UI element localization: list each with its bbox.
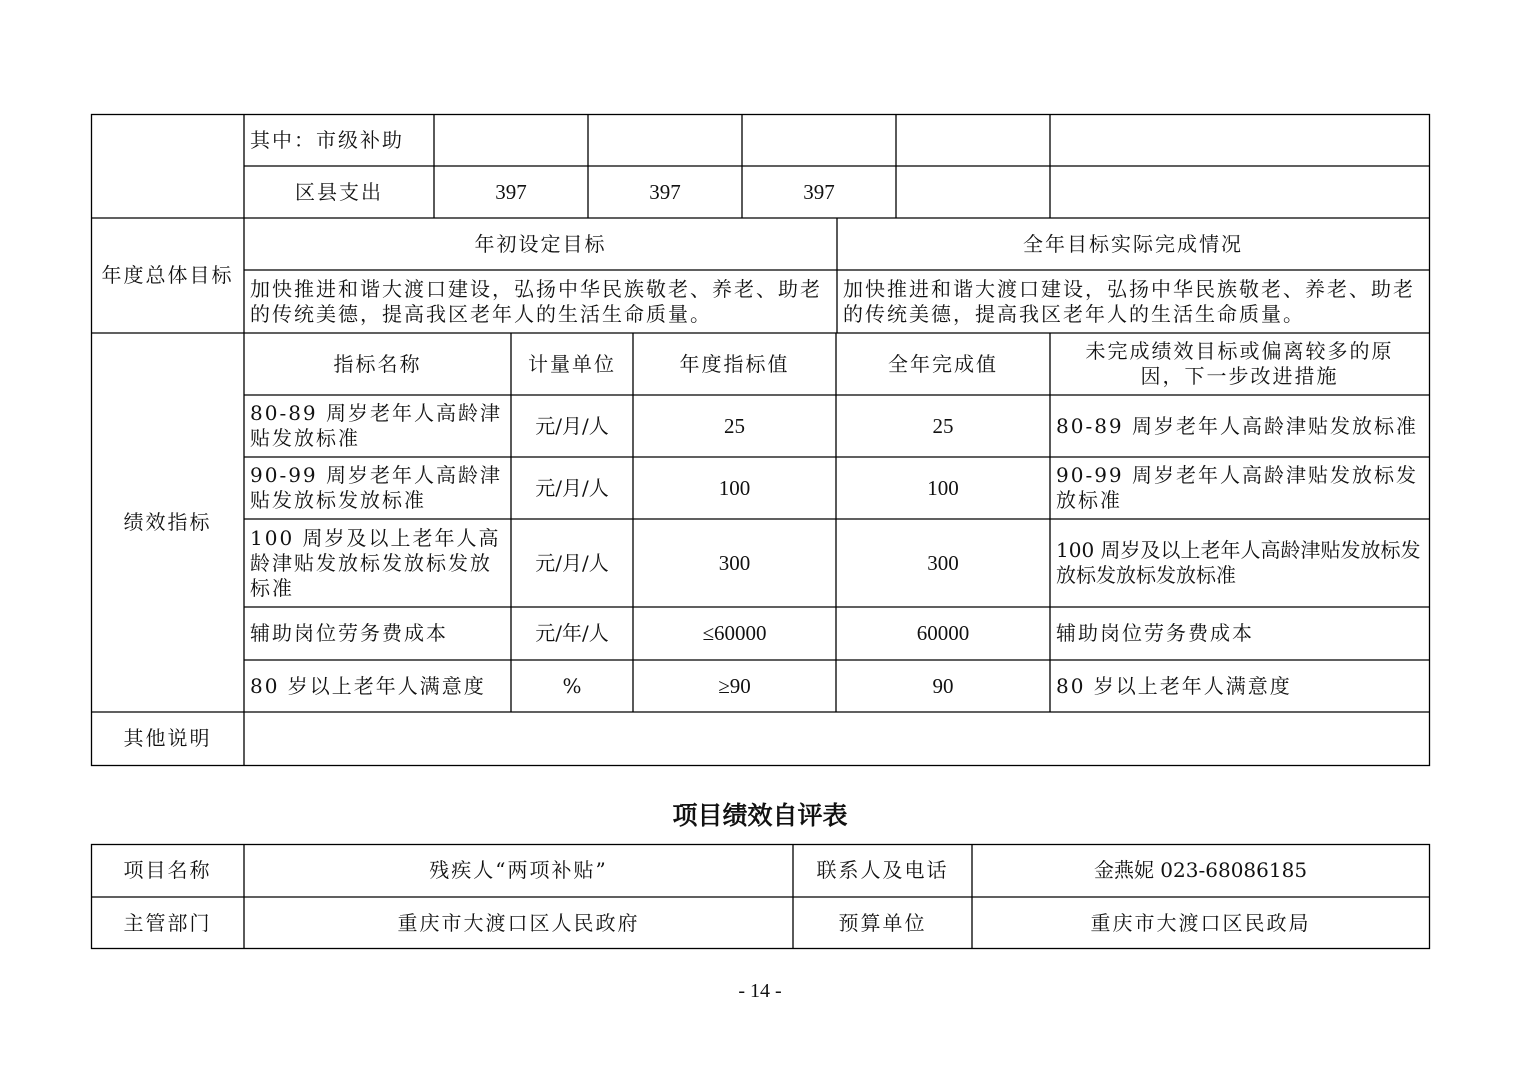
funding-label-city: 其中：市级补助 xyxy=(250,127,404,152)
actual-goal-text: 加快推进和谐大渡口建设，弘扬中华民族敬老、养老、助老的传统美德，提高我区老年人的生活生命质量。 xyxy=(843,276,1415,326)
indicator-note: 80 岁以上老年人满意度 xyxy=(1056,673,1292,698)
planned-goal-text: 加快推进和谐大渡口建设，弘扬中华民族敬老、养老、助老的传统美德，提高我区老年人的生活生命质量。 xyxy=(250,276,822,326)
indicator-name: 100 周岁及以上老年人高龄津贴发放标发放标发放标准 xyxy=(250,525,501,600)
page-number: - 14 - xyxy=(738,980,782,1002)
indicator-actual: 90 xyxy=(932,673,954,698)
indicator-unit: 元/月/人 xyxy=(535,475,609,500)
indicator-target: ≤60000 xyxy=(702,621,767,645)
contact-label: 联系人及电话 xyxy=(816,858,949,882)
performance-label: 绩效指标 xyxy=(123,510,212,534)
dept-value: 重庆市大渡口区人民政府 xyxy=(397,910,640,935)
project-name-value: 残疾人“两项补贴” xyxy=(429,858,608,882)
funding-city-v3 xyxy=(742,114,896,166)
indicator-note: 80-89 周岁老年人高龄津贴发放标准 xyxy=(1056,413,1419,438)
other-notes-value xyxy=(244,712,1429,765)
section-title: 项目绩效自评表 xyxy=(672,801,848,830)
indicator-target: ≥90 xyxy=(718,673,751,698)
indicator-target: 100 xyxy=(718,475,751,500)
funding-county-v2: 397 xyxy=(649,179,681,204)
indicator-actual: 100 xyxy=(927,475,959,500)
budget-unit-label: 预算单位 xyxy=(838,910,927,935)
funding-county-v3: 397 xyxy=(803,179,835,204)
header-target: 年度指标值 xyxy=(679,351,790,376)
header-indicator-name: 指标名称 xyxy=(333,351,422,376)
indicator-unit: % xyxy=(562,673,582,698)
funding-county-v1: 397 xyxy=(495,179,527,204)
funding-county-v4 xyxy=(896,166,1050,218)
indicator-unit: 元/月/人 xyxy=(535,413,609,438)
indicator-note: 辅助岗位劳务费成本 xyxy=(1056,621,1254,645)
funding-city-v2 xyxy=(588,114,742,166)
actual-goal-header: 全年目标实际完成情况 xyxy=(1023,231,1243,256)
indicator-note: 90-99 周岁老年人高龄津贴发放标发放标准 xyxy=(1056,463,1419,512)
funding-county-v5 xyxy=(1050,166,1429,218)
indicator-target: 25 xyxy=(724,413,745,438)
indicator-target: 300 xyxy=(718,550,751,575)
indicator-name: 80 岁以上老年人满意度 xyxy=(250,673,486,698)
indicator-actual: 300 xyxy=(927,550,959,575)
funding-city-v4 xyxy=(896,114,1050,166)
indicator-name: 90-99 周岁老年人高龄津贴发放标发放标准 xyxy=(250,463,503,512)
annual-goal-label: 年度总体目标 xyxy=(101,263,234,287)
other-notes-label: 其他说明 xyxy=(123,726,212,750)
funding-city-v1 xyxy=(434,114,588,166)
indicator-actual: 25 xyxy=(932,413,954,438)
planned-goal-header: 年初设定目标 xyxy=(474,231,607,256)
funding-label-county: 区县支出 xyxy=(295,179,383,204)
indicator-name: 辅助岗位劳务费成本 xyxy=(250,621,448,645)
header-unit: 计量单位 xyxy=(528,351,616,376)
indicator-note: 100 周岁及以上老年人高龄津贴发放标发放标发放标发放标准 xyxy=(1056,538,1421,587)
indicator-unit: 元/月/人 xyxy=(535,550,609,575)
indicator-name: 80-89 周岁老年人高龄津贴发放标准 xyxy=(250,401,503,450)
indicator-unit: 元/年/人 xyxy=(535,621,609,645)
header-actual: 全年完成值 xyxy=(888,351,998,376)
indicator-actual: 60000 xyxy=(916,621,970,645)
header-deviation-reason: 未完成绩效目标或偏离较多的原因，下一步改进措施 xyxy=(1085,339,1394,388)
budget-unit-value: 重庆市大渡口区民政局 xyxy=(1090,910,1311,935)
project-name-label: 项目名称 xyxy=(123,858,212,882)
contact-value: 金燕妮 023-68086185 xyxy=(1093,858,1308,882)
dept-label: 主管部门 xyxy=(123,910,212,935)
funding-city-v5 xyxy=(1050,114,1429,166)
